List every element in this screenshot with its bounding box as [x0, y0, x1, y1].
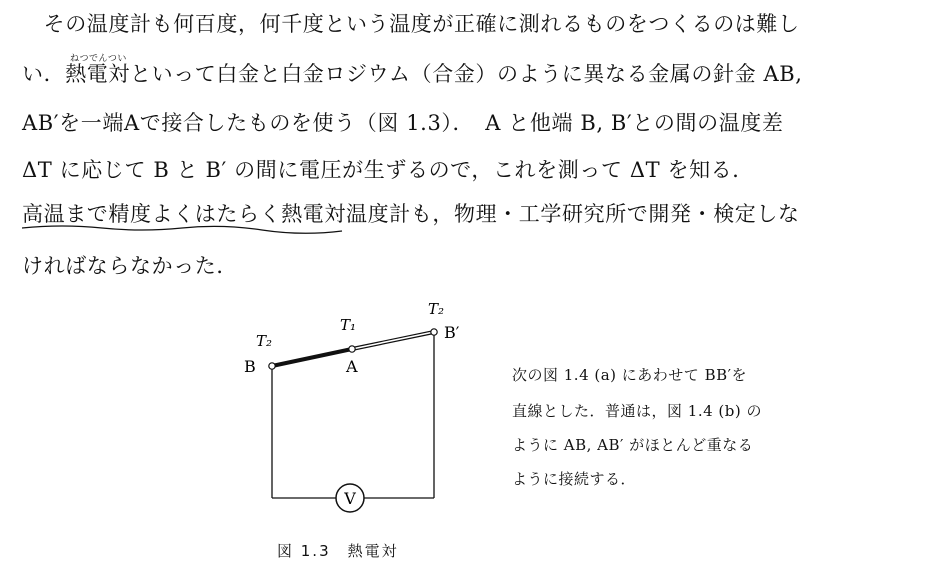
label-a: A	[346, 357, 358, 376]
junction-a	[349, 346, 355, 352]
text-line-3: AB′を一端Aで接合したものを使う（図 1.3）． A と他端 B, B′との間の温度差	[22, 111, 784, 135]
label-t2-left: T₂	[256, 332, 273, 350]
label-bprime: B′	[444, 323, 460, 342]
label-b: B	[244, 357, 256, 376]
side-note-line-3: ように AB, AB′ がほとんど重なる	[512, 436, 754, 454]
text-line-6: ければならなかった．	[22, 254, 238, 278]
voltmeter-label: V	[344, 489, 356, 508]
text-line-2: い．熱電対といって白金と白金ロジウム（合金）のように異なる金属の針金 AB,	[22, 62, 803, 86]
side-note-line-2: 直線とした．普通は，図 1.4 (b) の	[512, 402, 762, 420]
junction-bprime	[431, 329, 437, 335]
wire-ab	[272, 349, 352, 366]
side-note-line-4: ように接続する．	[512, 470, 637, 488]
junction-b	[269, 363, 275, 369]
thermocouple-figure	[230, 288, 470, 528]
thermocouple-diagram	[230, 288, 470, 528]
text-line-5: 高温まで精度よくはたらく熱電対温度計も，物理・工学研究所で開発・検定しな	[22, 202, 800, 226]
figure-caption: 図 1.3 熱電対	[277, 542, 399, 560]
label-t1: T₁	[340, 316, 357, 334]
wire-abprime-inner	[354, 332, 432, 348]
side-note-line-1: 次の図 1.4 (a) にあわせて BB′を	[512, 366, 748, 384]
text-line-4: ΔT に応じて B と B′ の間に電圧が生ずるので，これを測って ΔT を知る．	[22, 158, 754, 182]
wavy-underline	[22, 218, 922, 240]
ruby-annotation: ねつでんつい	[70, 54, 127, 64]
label-t2-right: T₂	[428, 300, 445, 318]
text-line-1: その温度計も何百度，何千度という温度が正確に測れるものをつくるのは難し	[22, 12, 800, 36]
